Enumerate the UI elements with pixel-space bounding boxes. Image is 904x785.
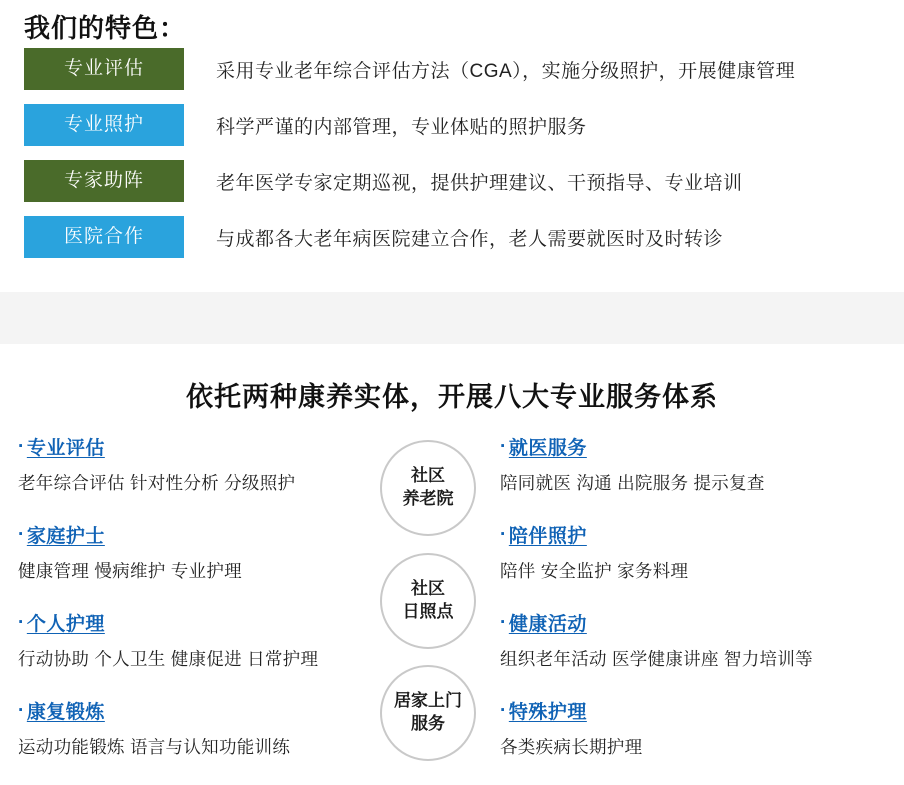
service-heading-label: 就医服务 xyxy=(508,438,587,459)
service-heading-label: 健康活动 xyxy=(508,614,587,635)
entity-line-1: 居家上门 xyxy=(394,691,462,711)
entity-line-1: 社区 xyxy=(411,579,445,599)
services-title: 依托两种康养实体，开展八大专业服务体系 xyxy=(186,382,718,412)
feature-tag: 专业评估 xyxy=(24,48,184,90)
service-description: 健康管理 慢病维护 专业护理 xyxy=(18,561,242,581)
services-section xyxy=(0,345,904,782)
feature-text: 老年医学专家定期巡视，提供护理建议、干预指导、专业培训 xyxy=(216,172,743,194)
service-item xyxy=(500,521,830,583)
features-title: 我们的特色： xyxy=(24,13,187,43)
service-item xyxy=(500,609,830,671)
service-description: 运动功能锻炼 语言与认知功能训练 xyxy=(18,737,291,757)
bullet-icon: · xyxy=(500,435,507,457)
entity-line-1: 社区 xyxy=(411,466,445,486)
bullet-icon: · xyxy=(500,523,507,545)
service-heading-label: 特殊护理 xyxy=(508,702,587,723)
feature-row xyxy=(24,160,880,202)
service-description: 组织老年活动 医学健康讲座 智力培训等 xyxy=(500,649,813,669)
services-left-column xyxy=(18,433,348,785)
entity-line-2: 日照点 xyxy=(402,602,454,621)
features-section xyxy=(0,0,904,345)
services-right-column xyxy=(500,433,830,785)
service-heading xyxy=(500,433,830,460)
bullet-icon: · xyxy=(18,523,25,545)
service-description: 陪同就医 沟通 出院服务 提示复查 xyxy=(500,473,765,493)
service-description: 陪伴 安全监护 家务料理 xyxy=(500,561,689,581)
feature-row xyxy=(24,48,880,90)
entity-circle xyxy=(380,665,476,761)
feature-text: 科学严谨的内部管理，专业体贴的照护服务 xyxy=(216,116,587,138)
bullet-icon: · xyxy=(18,699,25,721)
service-heading-label: 专业评估 xyxy=(26,438,105,459)
feature-row xyxy=(24,216,880,258)
service-heading xyxy=(18,433,348,460)
service-heading-label: 陪伴照护 xyxy=(508,526,587,547)
service-item xyxy=(18,521,348,583)
entity-circle xyxy=(380,440,476,536)
section-divider xyxy=(0,292,904,344)
feature-tag: 医院合作 xyxy=(24,216,184,258)
feature-text: 与成都各大老年病医院建立合作，老人需要就医时及时转诊 xyxy=(216,228,724,250)
service-heading xyxy=(500,521,830,548)
service-heading xyxy=(500,697,830,724)
service-description: 老年综合评估 针对性分析 分级照护 xyxy=(18,473,296,493)
service-item xyxy=(18,697,348,759)
service-heading-label: 康复锻炼 xyxy=(26,702,105,723)
service-description: 各类疾病长期护理 xyxy=(500,737,643,757)
bullet-icon: · xyxy=(18,611,25,633)
service-item xyxy=(500,697,830,759)
bullet-icon: · xyxy=(18,435,25,457)
feature-tag: 专家助阵 xyxy=(24,160,184,202)
entity-circle xyxy=(380,553,476,649)
service-item xyxy=(500,433,830,495)
feature-text: 采用专业老年综合评估方法（CGA），实施分级照护，开展健康管理 xyxy=(216,60,796,82)
service-heading xyxy=(18,697,348,724)
bullet-icon: · xyxy=(500,611,507,633)
feature-row xyxy=(24,104,880,146)
service-description: 行动协助 个人卫生 健康促进 日常护理 xyxy=(18,649,319,669)
service-heading xyxy=(500,609,830,636)
feature-tag: 专业照护 xyxy=(24,104,184,146)
entity-line-2: 服务 xyxy=(411,714,445,733)
service-item xyxy=(18,609,348,671)
service-heading xyxy=(18,609,348,636)
entity-line-2: 养老院 xyxy=(402,489,454,508)
service-item xyxy=(18,433,348,495)
service-heading-label: 家庭护士 xyxy=(26,526,105,547)
service-heading xyxy=(18,521,348,548)
service-heading-label: 个人护理 xyxy=(26,614,105,635)
bullet-icon: · xyxy=(500,699,507,721)
